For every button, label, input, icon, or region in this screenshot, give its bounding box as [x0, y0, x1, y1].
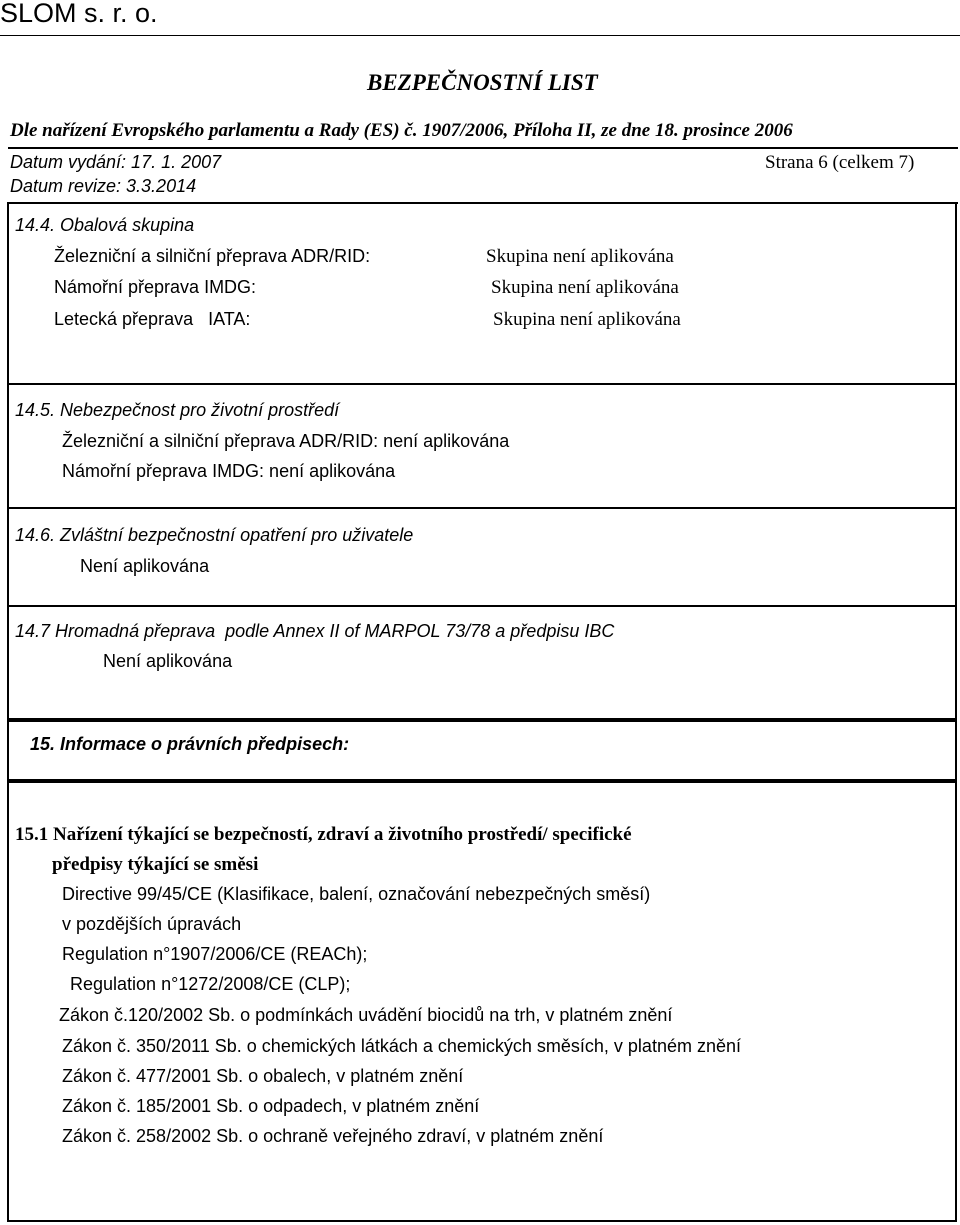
legal-reference: Zákon č. 350/2011 Sb. o chemických látkách a chemických směsích, v platném znění	[62, 1036, 741, 1056]
regulation-line: Dle nařízení Evropského parlamentu a Rady (ES) č. 1907/2006, Příloha II, ze dne 18. prosince 2006	[10, 120, 793, 141]
s14-6-text: Není aplikována	[80, 556, 210, 576]
page-number: Strana 6 (celkem 7)	[765, 152, 915, 173]
legal-reference: Zákon č. 477/2001 Sb. o obalech, v platném znění	[62, 1066, 464, 1086]
section-divider	[7, 383, 957, 385]
section-14-4-heading: 14.4. Obalová skupina	[15, 215, 195, 235]
s14-7-text: Není aplikována	[103, 651, 233, 671]
s14-4-row-label: Námořní přeprava IMDG:	[54, 277, 257, 297]
revision-date: Datum revize: 3.3.2014	[10, 176, 197, 196]
s14-4-row-label: Letecká přeprava IATA:	[54, 309, 251, 329]
section-14-6-heading: 14.6. Zvláštní bezpečnostní opatření pro uživatele	[15, 525, 414, 545]
section-divider-thick	[7, 779, 957, 783]
s14-5-line: Železniční a silniční přeprava ADR/RID: není aplikována	[62, 431, 510, 451]
section-divider	[7, 605, 957, 607]
issue-date: Datum vydání: 17. 1. 2007	[10, 152, 222, 172]
section-15-heading: 15. Informace o právních předpisech:	[30, 734, 350, 754]
section-divider-thick	[7, 718, 957, 722]
frame-left	[7, 202, 9, 1222]
section-15-1-heading: 15.1 Nařízení týkající se bezpečností, zdraví a životního prostředí/ specifické	[15, 824, 632, 845]
header-rule	[0, 35, 960, 36]
legal-reference: v pozdějších úpravách	[62, 914, 242, 934]
s14-5-line: Námořní přeprava IMDG: není aplikována	[62, 461, 396, 481]
frame-right	[955, 202, 957, 1222]
section-14-5-heading: 14.5. Nebezpečnost pro životní prostředí	[15, 400, 340, 420]
document-title: BEZPEČNOSTNÍ LIST	[367, 70, 598, 95]
legal-reference: Regulation n°1907/2006/CE (REACh);	[62, 944, 368, 964]
s14-4-row-value: Skupina není aplikována	[491, 277, 679, 298]
company-name: SLOM s. r. o.	[0, 0, 158, 28]
s14-4-row-label: Železniční a silniční přeprava ADR/RID:	[54, 246, 371, 266]
legal-reference: Zákon č. 185/2001 Sb. o odpadech, v platném znění	[62, 1096, 480, 1116]
section-divider	[7, 507, 957, 509]
legal-reference: Regulation n°1272/2008/CE (CLP);	[70, 974, 351, 994]
s14-4-row-value: Skupina není aplikována	[486, 246, 674, 267]
legal-reference: Directive 99/45/CE (Klasifikace, balení, označování nebezpečných směsí)	[62, 884, 651, 904]
frame-bottom	[7, 1220, 957, 1222]
s14-4-row-value: Skupina není aplikována	[493, 309, 681, 330]
header-top-rule	[8, 147, 958, 149]
section-15-1-heading-cont: předpisy týkající se směsi	[52, 854, 259, 875]
legal-reference: Zákon č. 258/2002 Sb. o ochraně veřejného zdraví, v platném znění	[62, 1126, 604, 1146]
section-14-7-heading: 14.7 Hromadná přeprava podle Annex II of MARPOL 73/78 a předpisu IBC	[15, 621, 615, 641]
header-bottom-rule	[8, 202, 958, 204]
legal-reference: Zákon č.120/2002 Sb. o podmínkách uvádění biocidů na trh, v platném znění	[59, 1005, 673, 1025]
